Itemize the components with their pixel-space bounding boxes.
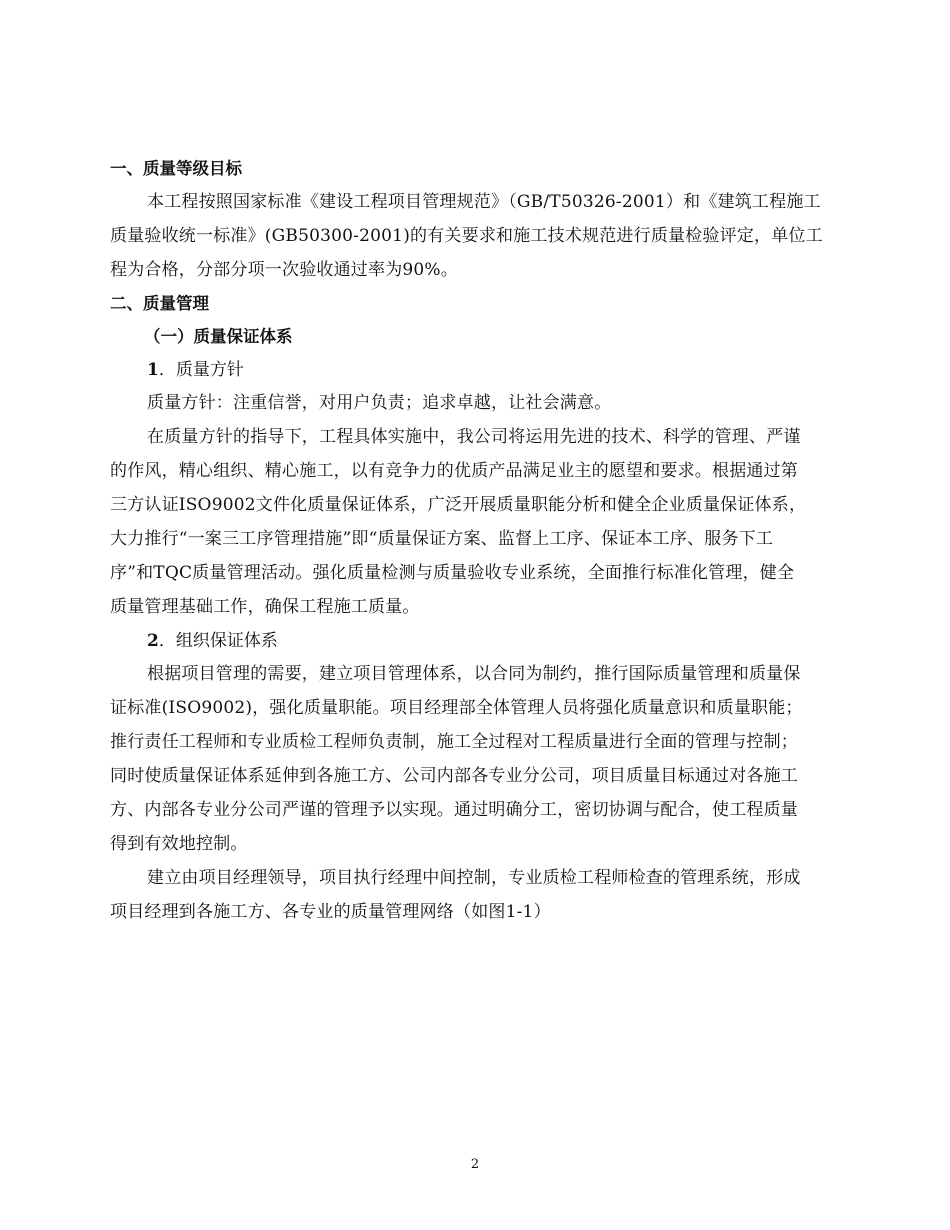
paragraph-line: 推行责任工程师和专业质检工程师负责制，施工全过程对工程质量进行全面的管理与控制； (110, 732, 798, 752)
paragraph-line: 同时使质量保证体系延伸到各施工方、公司内部各专业分公司，项目质量目标通过对各施工 (110, 766, 798, 786)
paragraph-line: 本工程按照国家标准《建设工程项目管理规范》（GB/T50326-2001）和《建筑工程施工 (147, 192, 821, 212)
paragraph-line: 大力推行“一案三工序管理措施”即“质量保证方案、监督上工序、保证本工序、服务下工 (110, 529, 774, 549)
paragraph-line: 方、内部各专业分公司严谨的管理予以实现。通过明确分工，密切协调与配合，使工程质量 (110, 800, 798, 820)
section-heading-quality-management: 二、质量管理 (110, 294, 209, 313)
paragraph-policy-statement (110, 388, 850, 418)
paragraph-line: 在质量方针的指导下，工程具体实施中，我公司将运用先进的技术、科学的管理、严谨 (147, 427, 801, 447)
paragraph-line: 质量验收统一标准》(GB50300-2001)的有关要求和施工技术规范进行质量检验评定，单位工 (110, 226, 823, 246)
paragraph-line: 的作风，精心组织、精心施工，以有竞争力的优质产品满足业主的愿望和要求。根据通过第 (110, 461, 798, 481)
paragraph-line: 三方认证ISO9002文件化质量保证体系，广泛开展质量职能分析和健全企业质量保证体系， (110, 495, 807, 515)
item-title: ．质量方针 (158, 360, 244, 380)
paragraph-line: 建立由项目经理领导，项目执行经理中间控制，专业质检工程师检查的管理系统，形成 (147, 868, 801, 888)
item-number: 2 (147, 631, 159, 651)
paragraph-line: 根据项目管理的需要，建立项目管理体系，以合同为制约，推行国际质量管理和质量保 (147, 664, 801, 684)
subsection-heading-quality-assurance: （一）质量保证体系 (144, 327, 293, 346)
item-number: 1 (147, 360, 159, 380)
item-heading-quality-policy (110, 355, 850, 385)
paragraph-quality-policy (110, 422, 850, 622)
document-page (110, 152, 850, 931)
section-heading-quality-target: 一、质量等级目标 (110, 159, 242, 178)
paragraph-line: 项目经理到各施工方、各专业的质量管理网络（如图1-1） (110, 902, 551, 922)
paragraph-line: 序”和TQC质量管理活动。强化质量检测与质量验收专业系统，全面推行标准化管理，健全 (110, 563, 795, 583)
paragraph-organization-1 (110, 659, 850, 859)
paragraph-line: 证标准(ISO9002)，强化质量职能。项目经理部全体管理人员将强化质量意识和质量职能； (110, 698, 803, 718)
paragraph-line: 程为合格，分部分项一次验收通过率为90%。 (110, 260, 458, 280)
paragraph-quality-target (110, 187, 850, 285)
paragraph-line: 得到有效地控制。 (110, 834, 248, 854)
paragraph-line: 质量管理基础工作，确保工程施工质量。 (110, 597, 420, 617)
paragraph-organization-2 (110, 863, 850, 927)
page-number: 2 (470, 1157, 480, 1172)
paragraph-line: 质量方针：注重信誉，对用户负责；追求卓越，让社会满意。 (147, 393, 612, 413)
item-heading-organization-assurance (110, 626, 850, 656)
item-title: ．组织保证体系 (158, 631, 278, 651)
